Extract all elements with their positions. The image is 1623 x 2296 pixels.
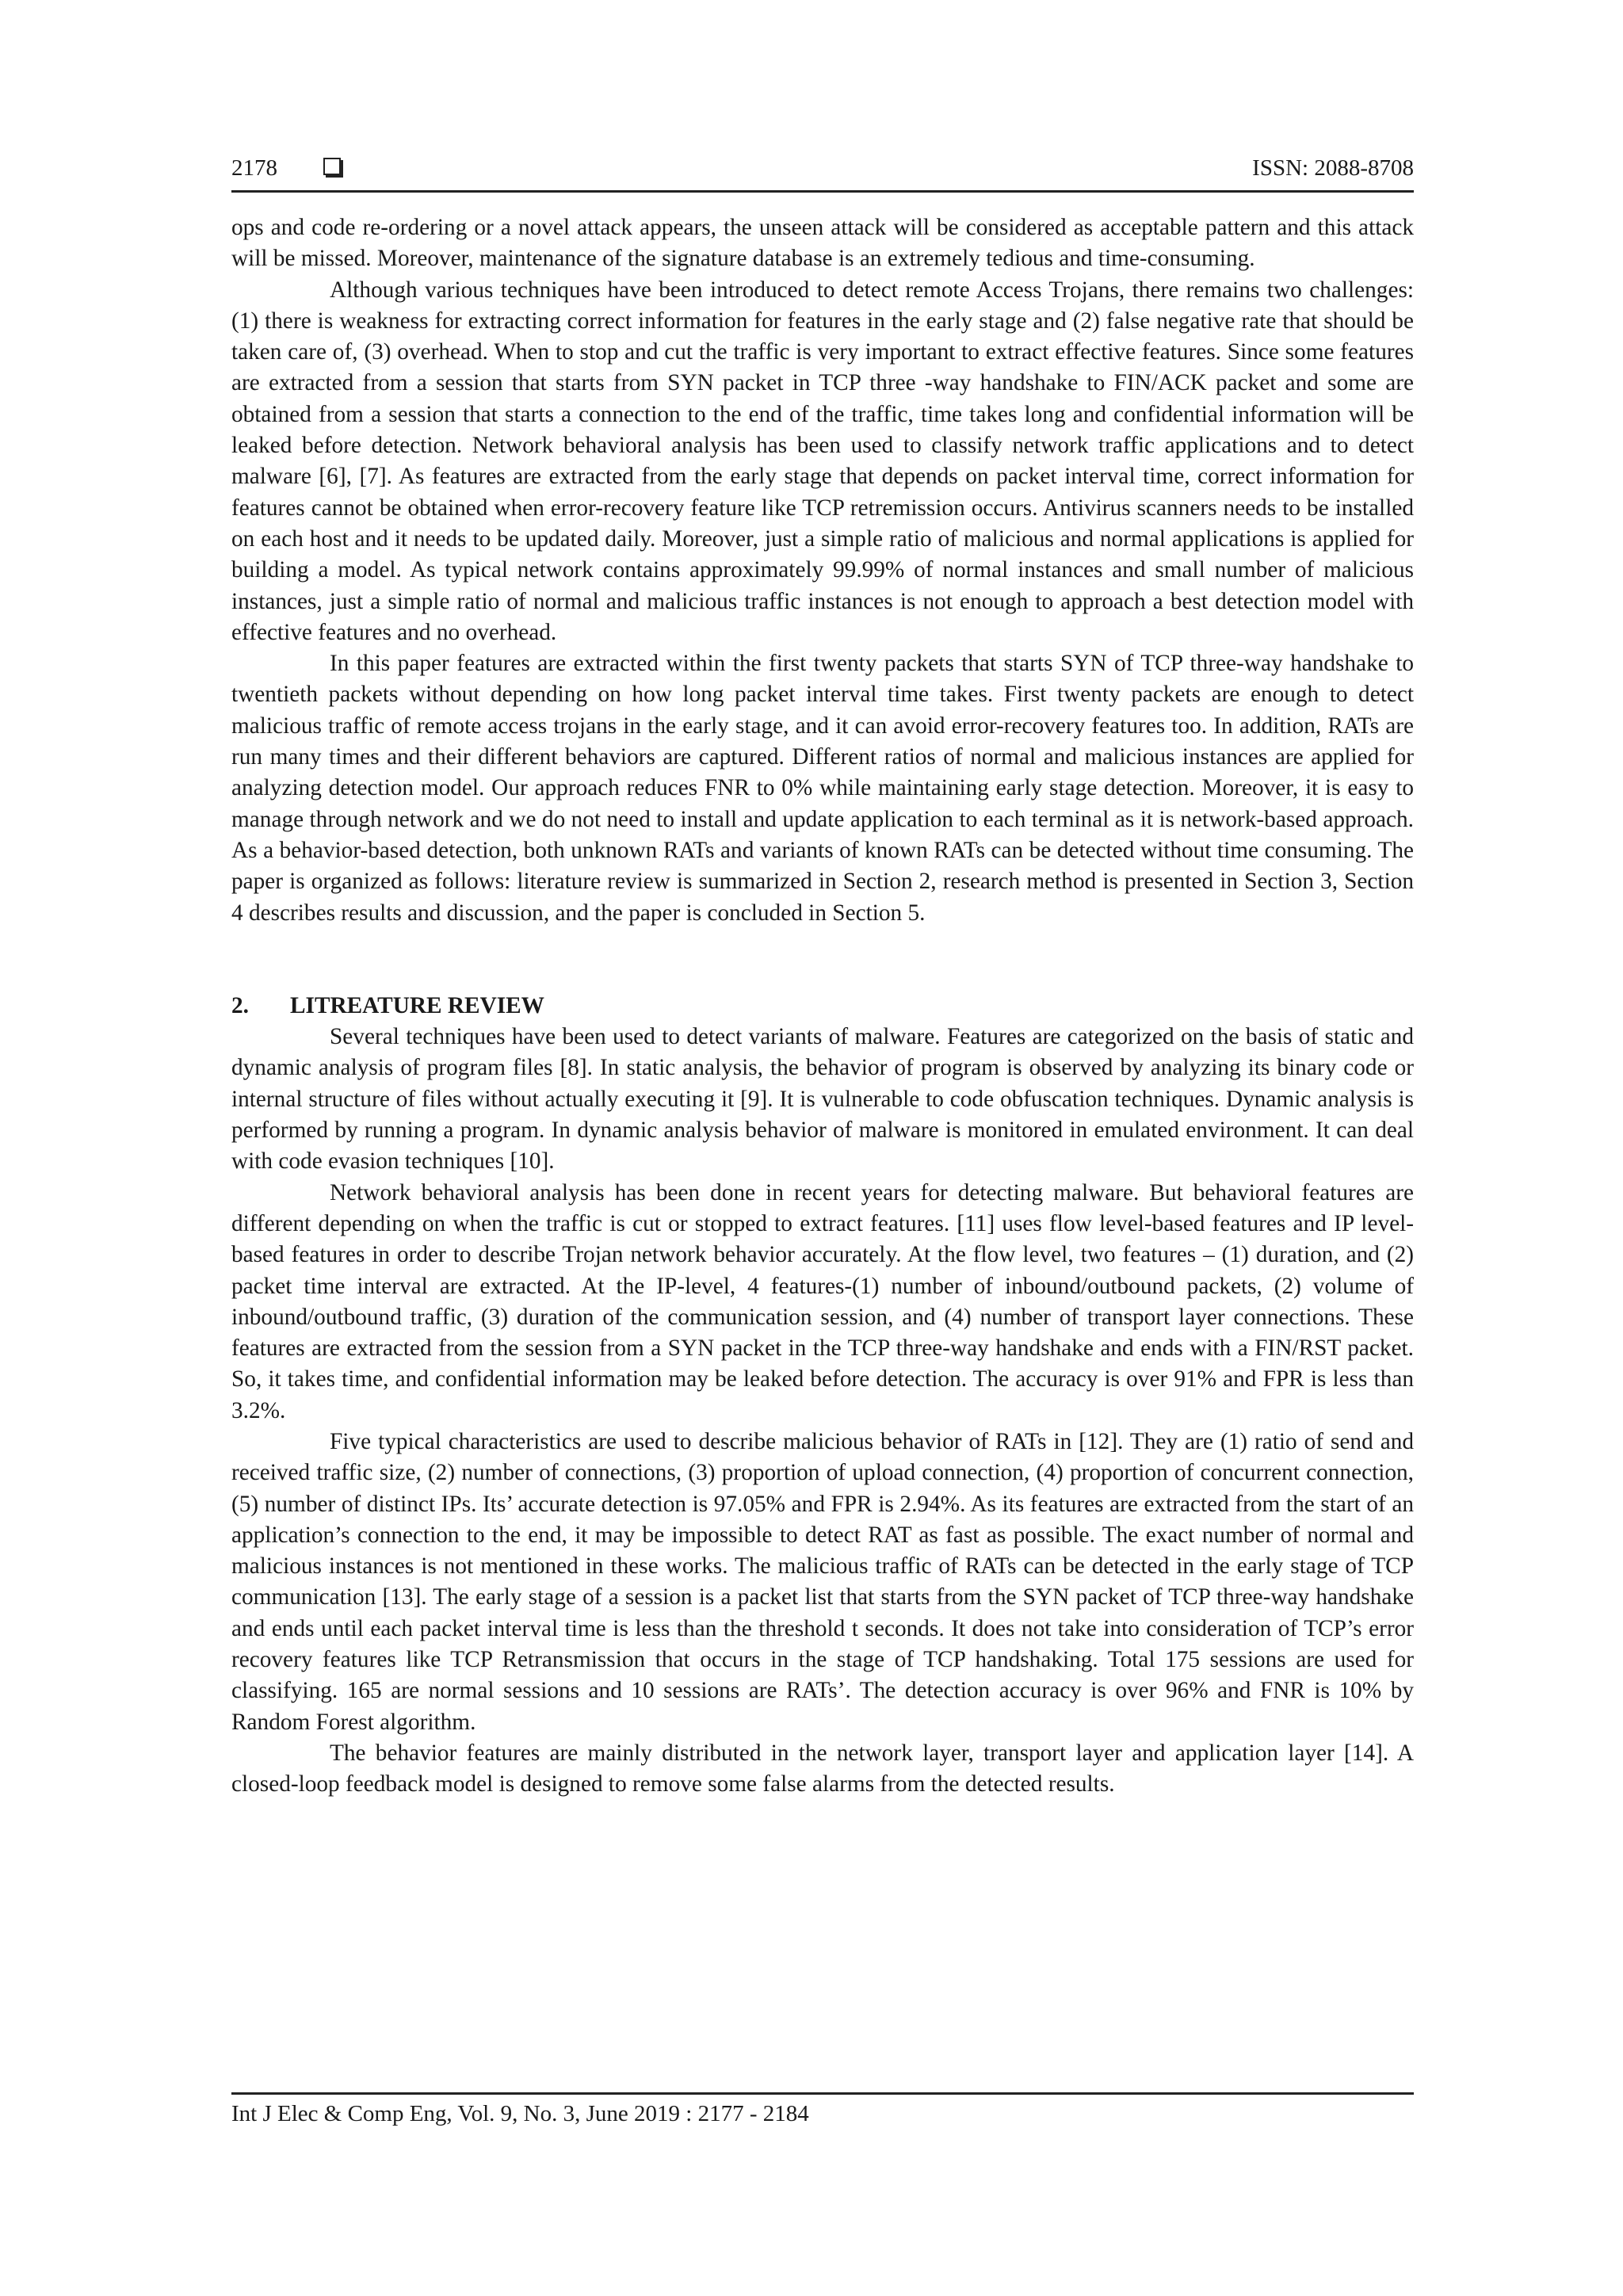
section-number: 2. <box>231 992 249 1018</box>
journal-issn: ISSN: 2088-8708 <box>1252 155 1414 181</box>
section-heading-literature-review <box>231 991 1414 1022</box>
paragraph: In this paper features are extracted within the first twenty packets that starts SYN of TCP three-way handshake to twentieth packets without depending on how long packet interval time takes. First twenty packets are enough to detect malicious traffic of remote access trojans in the early stage, and it can avoid error-recovery features too. In addition, RATs are run many times and their different behaviors are captured. Different ratios of normal and malicious instances are applied for analyzing detection model. Our approach reduces FNR to 0% while maintaining early stage detection. Moreover, it is easy to manage through network and we do not need to install and update application to each terminal as it is network-based approach. As a behavior-based detection, both unknown RATs and variants of known RATs can be detected without time consuming. The paper is organized as follows: literature review is summarized in Section 2, research method is presented in Section 3, Section 4 describes results and discussion, and the paper is concluded in Section 5. <box>231 651 1414 926</box>
article-body <box>231 212 1414 1801</box>
page-header <box>231 155 1414 193</box>
page-footer <box>231 2092 1414 2127</box>
paragraph: Network behavioral analysis has been done in recent years for detecting malware. But behavioral features are different depending on when the traffic is cut or stopped to extract features. [11] uses flow level-based features and IP level-based features in order to describe Trojan network behavior accurately. At the flow level, two features – (1) duration, and (2) packet time interval are extracted. At the IP-level, 4 features-(1) number of inbound/outbound packets, (2) volume of inbound/outbound traffic, (3) duration of the communication session, and (4) number of transport layer connections. These features are extracted from the session from a SYN packet in the TCP three-way handshake and ends with a FIN/RST packet. So, it takes time, and confidential information may be leaked before detection. The accuracy is over 91% and FPR is less than 3.2%. <box>231 1179 1414 1423</box>
paragraph: Five typical characteristics are used to describe malicious behavior of RATs in [12]. They are (1) ratio of send and received traffic size, (2) number of connections, (3) proportion of upload connection, (4) proportion of concurrent connection, (5) number of distinct IPs. Its’ accurate detection is 97.05% and FPR is 2.94%. As its features are extracted from the start of an application’s connection to the end, it may be impossible to detect RAT as fast as possible. The exact number of normal and malicious instances is not mentioned in these works. The malicious traffic of RATs can be detected in the early stage of TCP communication [13]. The early stage of a session is a packet list that starts from the SYN packet of TCP three-way handshake and ends until each packet interval time is less than the threshold t seconds. It does not take into consideration of TCP’s error recovery features like TCP Retransmission that occurs in the stage of TCP handshaking. Total 175 sessions are used for classifying. 165 are normal sessions and 10 sessions are RATs’. The detection accuracy is over 96% and FNR is 10% by Random Forest algorithm. <box>231 1428 1414 1735</box>
section-title: LITREATURE REVIEW <box>290 992 544 1018</box>
paragraph: Several techniques have been used to detect variants of malware. Features are categorized on the basis of static and dynamic analysis of program files [8]. In static analysis, the behavior of program is observed by analyzing its binary code or internal structure of files without actually executing it [9]. It is vulnerable to code obfuscation techniques. Dynamic analysis is performed by running a program. In dynamic analysis behavior of malware is monitored in emulated environment. It can deal with code evasion techniques [10]. <box>231 1024 1414 1175</box>
page-number: 2178 <box>231 155 277 181</box>
paragraph: The behavior features are mainly distributed in the network layer, transport layer and application layer [14]. A closed-loop feedback model is designed to remove some false alarms from the detected results. <box>231 1740 1414 1797</box>
paragraph-continued: ops and code re-ordering or a novel attack appears, the unseen attack will be considered as acceptable pattern and this attack will be missed. Moreover, maintenance of the signature database is an extremely tedious and time-consuming. <box>231 215 1414 272</box>
paragraph: Although various techniques have been introduced to detect remote Access Trojans, there remains two challenges: (1) there is weakness for extracting correct information for features in the early stage and (2) false negative rate that should be taken care of, (3) overhead. When to stop and cut the traffic is very important to extract effective features. Since some features are extracted from a session that starts from SYN packet in TCP three -way handshake to FIN/ACK packet and some are obtained from a session that starts a connection to the end of the traffic, time takes long and confidential information will be leaked before detection. Network behavioral analysis has been used to classify network traffic applications and to detect malware [6], [7]. As features are extracted from the early stage that depends on packet interval time, correct information for features cannot be obtained when error-recovery feature like TCP retremission occurs. Antivirus scanners needs to be installed on each host and it needs to be updated daily. Moreover, just a simple ratio of malicious and normal applications is applied for building a model. As typical network contains approximately 99.99% of normal instances and small number of malicious instances, just a simple ratio of normal and malicious traffic instances is not enough to approach a best detection model with effective features and no overhead. <box>231 277 1414 645</box>
journal-citation: Int J Elec & Comp Eng, Vol. 9, No. 3, June 2019 : 2177 - 2184 <box>231 2101 809 2126</box>
checkbox-square-icon <box>323 158 341 175</box>
